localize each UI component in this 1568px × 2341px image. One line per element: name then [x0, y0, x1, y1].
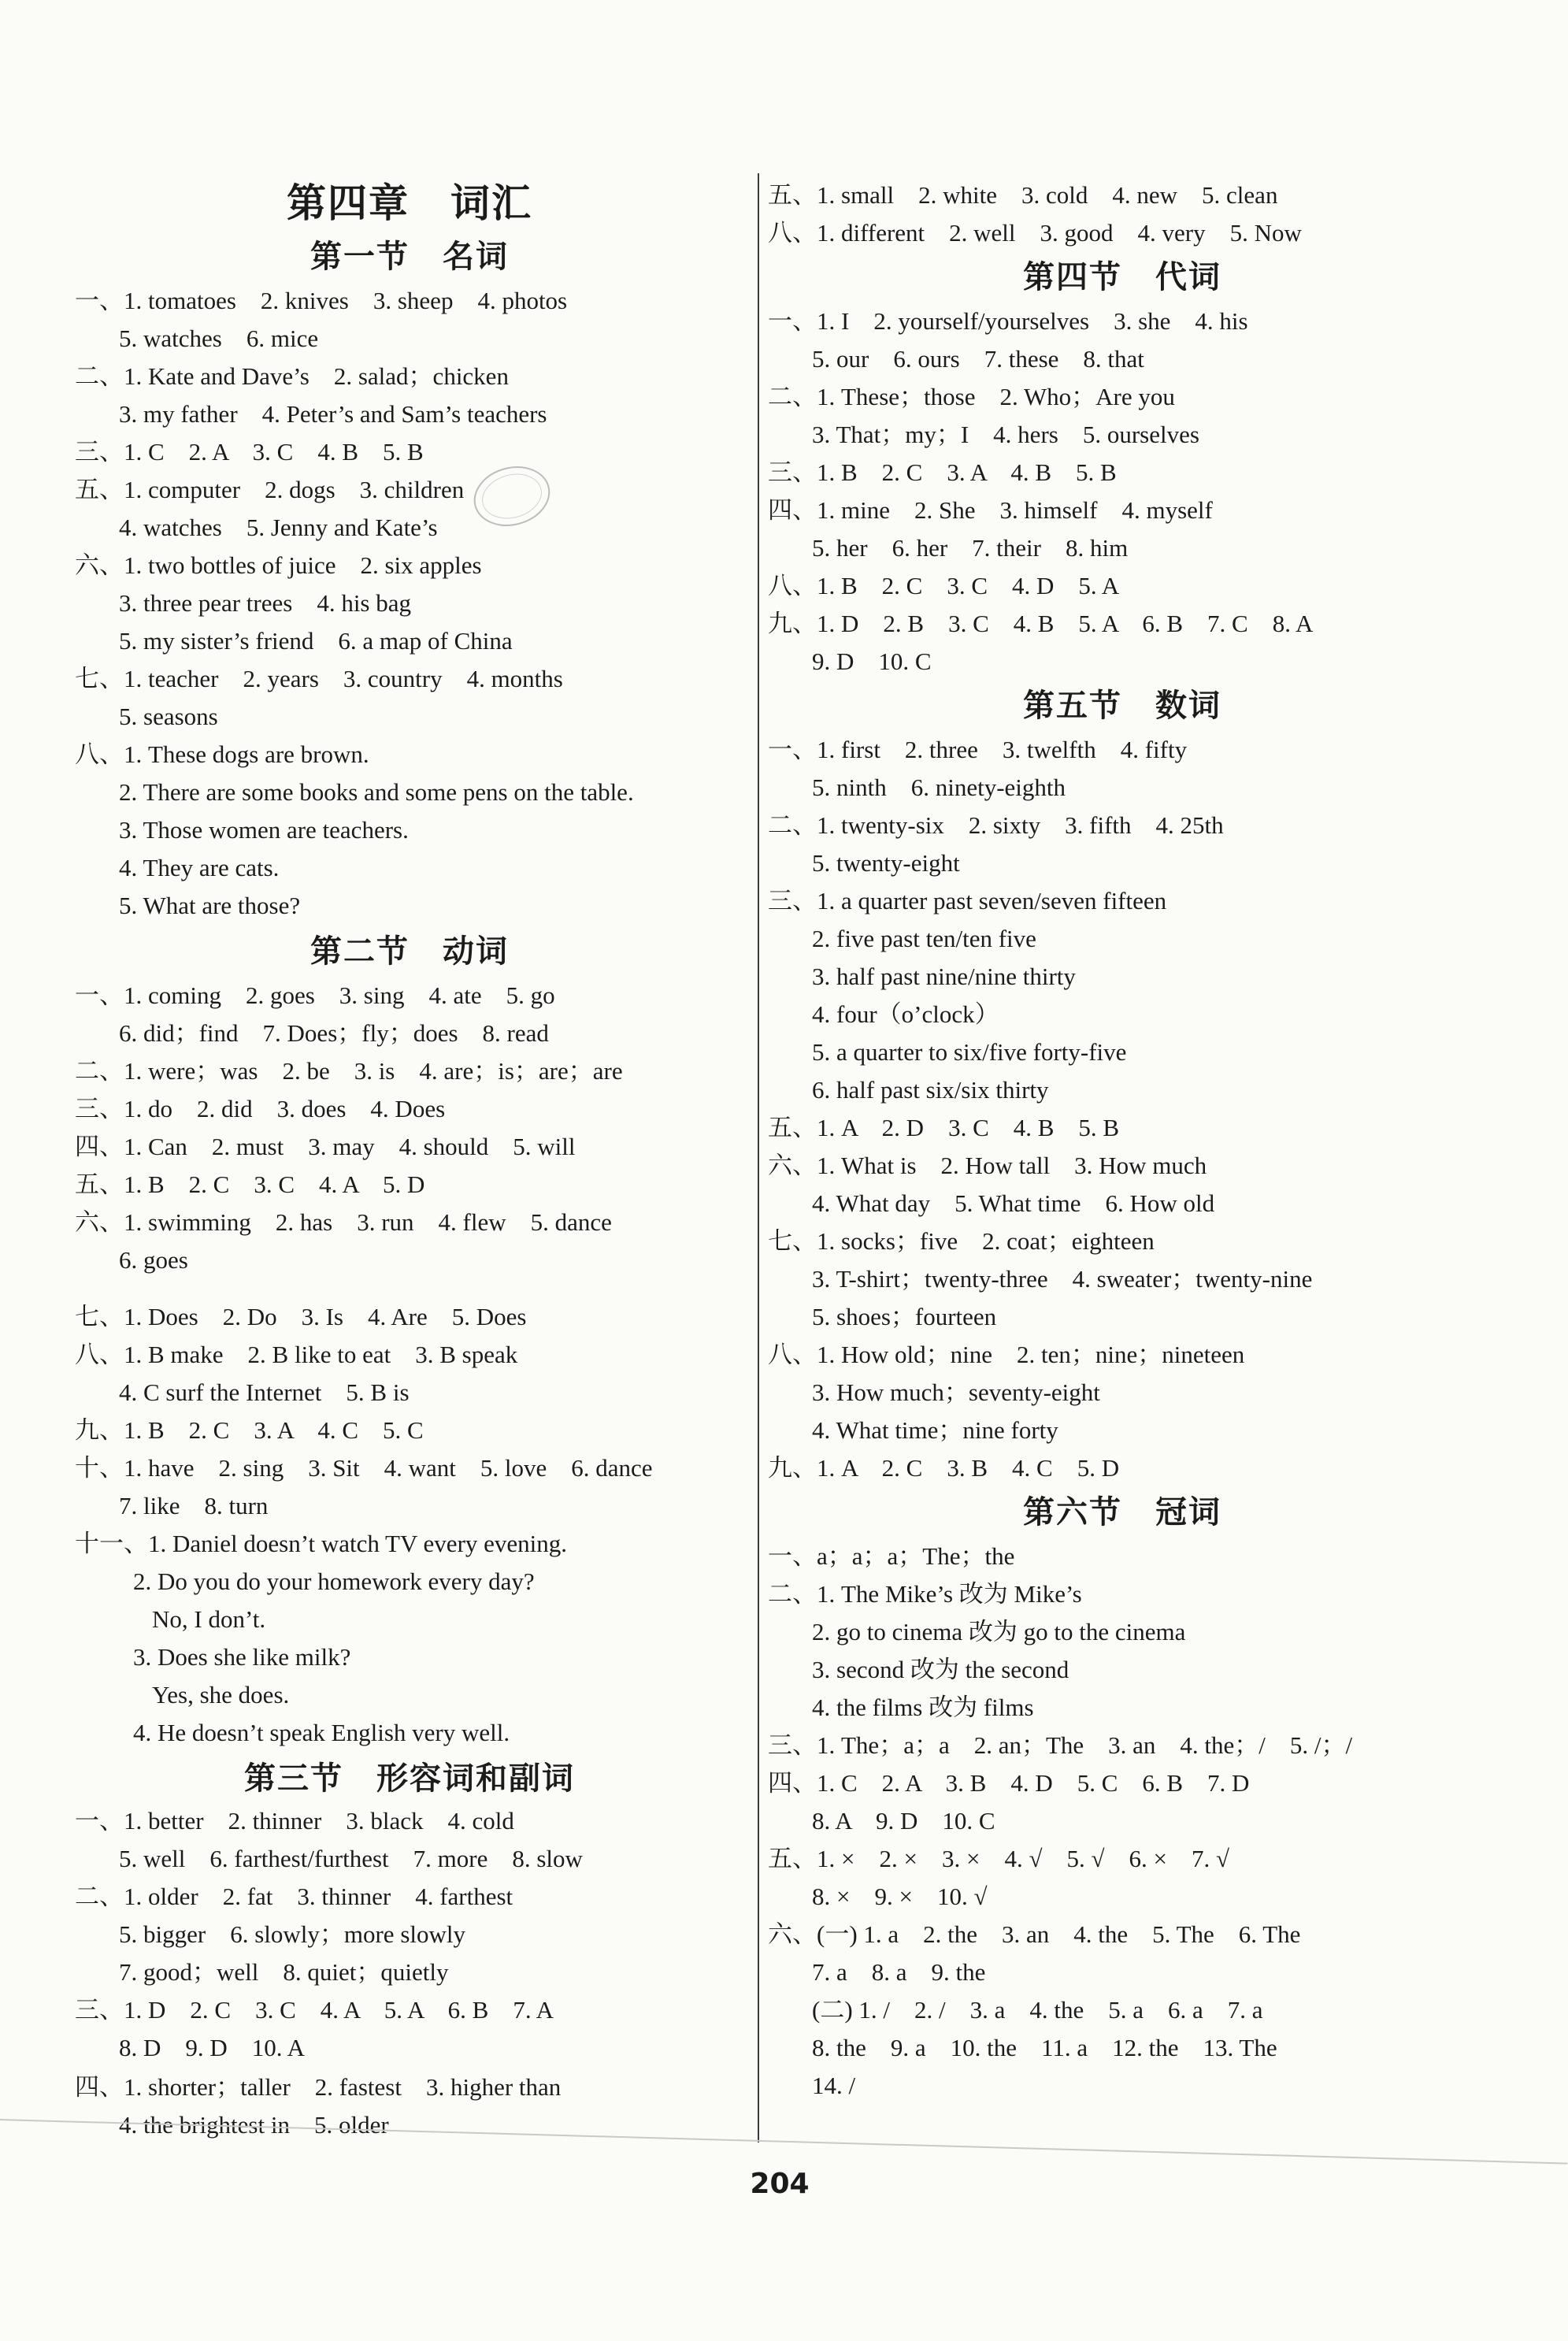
answer-line: 3. T-shirt；twenty-three 4. sweater；twenty-nine: [812, 1265, 1313, 1293]
answer-line: 3. half past nine/nine thirty: [812, 963, 1076, 990]
answer-line: 一、1. I 2. yourself/yourselves 3. she 4. his: [768, 307, 1248, 335]
answer-line: 6. half past six/six thirty: [812, 1076, 1049, 1104]
answer-line: 5. our 6. ours 7. these 8. that: [812, 345, 1144, 373]
answer-line: 2. Do you do your homework every day?: [133, 1567, 535, 1595]
answer-line: 六、1. What is 2. How tall 3. How much: [768, 1152, 1207, 1179]
answer-line: 5. a quarter to six/five forty-five: [812, 1038, 1127, 1066]
answer-line: 四、1. C 2. A 3. B 4. D 5. C 6. B 7. D: [768, 1769, 1250, 1797]
answer-line: 3. three pear trees 4. his bag: [119, 589, 412, 617]
answer-line: 6. did；find 7. Does；fly；does 8. read: [119, 1019, 549, 1047]
answer-line: 2. five past ten/ten five: [812, 925, 1036, 952]
answer-line: 3. second 改为 the second: [812, 1656, 1069, 1683]
answer-line: 一、1. better 2. thinner 3. black 4. cold: [75, 1807, 514, 1835]
answer-line: 2. go to cinema 改为 go to the cinema: [812, 1618, 1186, 1645]
answer-line: 六、(一) 1. a 2. the 3. an 4. the 5. The 6. The: [768, 1920, 1301, 1948]
answer-line: 二、1. These；those 2. Who；Are you: [768, 383, 1175, 410]
answer-line: 一、1. tomatoes 2. knives 3. sheep 4. photos: [75, 287, 568, 314]
answer-line: 6. goes: [119, 1246, 188, 1274]
answer-line: 3. Does she like milk?: [133, 1643, 351, 1671]
answer-line: 4. the films 改为 films: [812, 1694, 1034, 1721]
answer-line: 二、1. were；was 2. be 3. is 4. are；is；are；are: [75, 1057, 623, 1085]
answer-line: 五、1. A 2. D 3. C 4. B 5. B: [768, 1114, 1120, 1141]
stamp-icon: [465, 457, 559, 536]
answer-line: 4. He doesn’t speak English very well.: [133, 1719, 510, 1746]
answer-line: 十一、1. Daniel doesn’t watch TV every evening.: [75, 1530, 568, 1557]
answer-line: 四、1. mine 2. She 3. himself 4. myself: [768, 496, 1213, 524]
answer-line: 五、1. small 2. white 3. cold 4. new 5. clean: [768, 181, 1278, 209]
answer-line: 14. /: [812, 2072, 856, 2099]
answer-line: 五、1. B 2. C 3. C 4. A 5. D: [75, 1170, 425, 1198]
answer-line: 八、1. These dogs are brown.: [75, 740, 369, 768]
answer-line: 5. bigger 6. slowly；more slowly: [119, 1920, 465, 1948]
answer-line: 5. What are those?: [119, 892, 301, 919]
answer-line: 7. a 8. a 9. the: [812, 1958, 986, 1986]
answer-line: 八、1. B 2. C 3. C 4. D 5. A: [768, 572, 1120, 599]
answer-line: 二、1. twenty-six 2. sixty 3. fifth 4. 25th: [768, 811, 1224, 839]
answer-line: 三、1. C 2. A 3. C 4. B 5. B: [75, 438, 424, 466]
answer-line: 5. well 6. farthest/furthest 7. more 8. slow: [119, 1845, 583, 1872]
answer-line: 5. watches 6. mice: [119, 325, 319, 352]
page-number: 204: [750, 2168, 810, 2200]
answer-line: 4. C surf the Internet 5. B is: [119, 1378, 410, 1406]
section-title-nouns: 第一节 名词: [310, 239, 509, 275]
footer-rule: [0, 2119, 1567, 2165]
answer-line: 二、1. Kate and Dave’s 2. salad；chicken: [75, 362, 509, 390]
answer-line: 3. That；my；I 4. hers 5. ourselves: [812, 421, 1199, 448]
answer-line: 3. my father 4. Peter’s and Sam’s teachers: [119, 400, 547, 428]
answer-line: 5. ninth 6. ninety-eighth: [812, 774, 1066, 801]
answer-line: 4. the brightest in 5. older: [119, 2111, 389, 2139]
section-title-adjectives-adverbs: 第三节 形容词和副词: [244, 1760, 575, 1797]
answer-line: Yes, she does.: [152, 1681, 290, 1708]
answer-line: 九、1. B 2. C 3. A 4. C 5. C: [75, 1416, 424, 1444]
answer-line: 一、1. coming 2. goes 3. sing 4. ate 5. go: [75, 981, 555, 1009]
answer-line: (二) 1. / 2. / 3. a 4. the 5. a 6. a 7. a: [812, 1996, 1263, 2024]
answer-line: 七、1. Does 2. Do 3. Is 4. Are 5. Does: [75, 1303, 527, 1330]
answer-line: 8. × 9. × 10. √: [812, 1883, 988, 1910]
chapter-title: 第四章 词汇: [287, 180, 532, 226]
answer-line: 九、1. A 2. C 3. B 4. C 5. D: [768, 1454, 1120, 1482]
answer-line: 5. twenty-eight: [812, 849, 960, 877]
answer-line: No, I don’t.: [152, 1605, 266, 1633]
answer-line: 7. like 8. turn: [119, 1492, 269, 1519]
answer-line: 二、1. The Mike’s 改为 Mike’s: [768, 1580, 1082, 1608]
answer-line: 三、1. The；a；a 2. an；The 3. an 4. the；/ 5. /；/: [768, 1731, 1353, 1759]
answer-line: 8. D 9. D 10. A: [119, 2034, 305, 2061]
section-title-verbs: 第二节 动词: [310, 933, 509, 970]
answer-line: 4. They are cats.: [119, 854, 280, 881]
answer-line: 3. Those women are teachers.: [119, 816, 409, 844]
answer-line: 十、1. have 2. sing 3. Sit 4. want 5. love 6. dance: [75, 1454, 653, 1482]
answer-line: 八、1. different 2. well 3. good 4. very 5. Now: [768, 219, 1302, 247]
answer-line: 二、1. older 2. fat 3. thinner 4. farthest: [75, 1883, 513, 1910]
answer-line: 八、1. B make 2. B like to eat 3. B speak: [75, 1341, 518, 1368]
answer-line: 5. shoes；fourteen: [812, 1303, 997, 1330]
answer-line: 4. What day 5. What time 6. How old: [812, 1189, 1215, 1217]
answer-line: 五、1. computer 2. dogs 3. children: [75, 476, 465, 503]
answer-line: 六、1. two bottles of juice 2. six apples: [75, 551, 482, 579]
answer-line: 三、1. B 2. C 3. A 4. B 5. B: [768, 458, 1117, 486]
answer-line: 4. watches 5. Jenny and Kate’s: [119, 514, 438, 541]
answer-line: 4. What time；nine forty: [812, 1416, 1058, 1444]
answer-line: 一、1. first 2. three 3. twelfth 4. fifty: [768, 736, 1188, 763]
section-title-pronouns: 第四节 代词: [1023, 259, 1221, 295]
answer-line: 三、1. do 2. did 3. does 4. Does: [75, 1095, 446, 1122]
answer-line: 八、1. How old；nine 2. ten；nine；nineteen: [768, 1341, 1245, 1368]
answer-line: 一、a；a；a；The；the: [768, 1542, 1015, 1570]
answer-line: 七、1. teacher 2. years 3. country 4. months: [75, 665, 563, 692]
answer-line: 5. my sister’s friend 6. a map of China: [119, 627, 513, 655]
answer-line: 六、1. swimming 2. has 3. run 4. flew 5. dance: [75, 1208, 612, 1236]
answer-line: 2. There are some books and some pens on the table.: [119, 778, 634, 806]
answer-line: 三、1. a quarter past seven/seven fifteen: [768, 887, 1167, 915]
answer-line: 九、1. D 2. B 3. C 4. B 5. A 6. B 7. C 8. A: [768, 610, 1314, 637]
answer-line: 3. How much；seventy-eight: [812, 1378, 1100, 1406]
answer-line: 8. A 9. D 10. C: [812, 1807, 995, 1835]
answer-line: 9. D 10. C: [812, 647, 932, 675]
section-title-numerals: 第五节 数词: [1023, 688, 1221, 724]
answer-line: 8. the 9. a 10. the 11. a 12. the 13. The: [812, 2034, 1277, 2061]
answer-line: 四、1. Can 2. must 3. may 4. should 5. will: [75, 1133, 576, 1160]
answer-line: 五、1. × 2. × 3. × 4. √ 5. √ 6. × 7. √: [768, 1845, 1229, 1872]
answer-line: 5. her 6. her 7. their 8. him: [812, 534, 1129, 562]
section-title-articles: 第六节 冠词: [1023, 1494, 1221, 1530]
column-divider: [758, 173, 759, 2143]
answer-line: 四、1. shorter；taller 2. fastest 3. higher than: [75, 2073, 562, 2101]
answer-line: 5. seasons: [119, 703, 218, 730]
answer-line: 七、1. socks；five 2. coat；eighteen: [768, 1227, 1155, 1255]
answer-line: 三、1. D 2. C 3. C 4. A 5. A 6. B 7. A: [75, 1996, 554, 2024]
answer-line: 7. good；well 8. quiet；quietly: [119, 1958, 449, 1986]
answer-line: 4. four（o’clock）: [812, 1000, 999, 1028]
